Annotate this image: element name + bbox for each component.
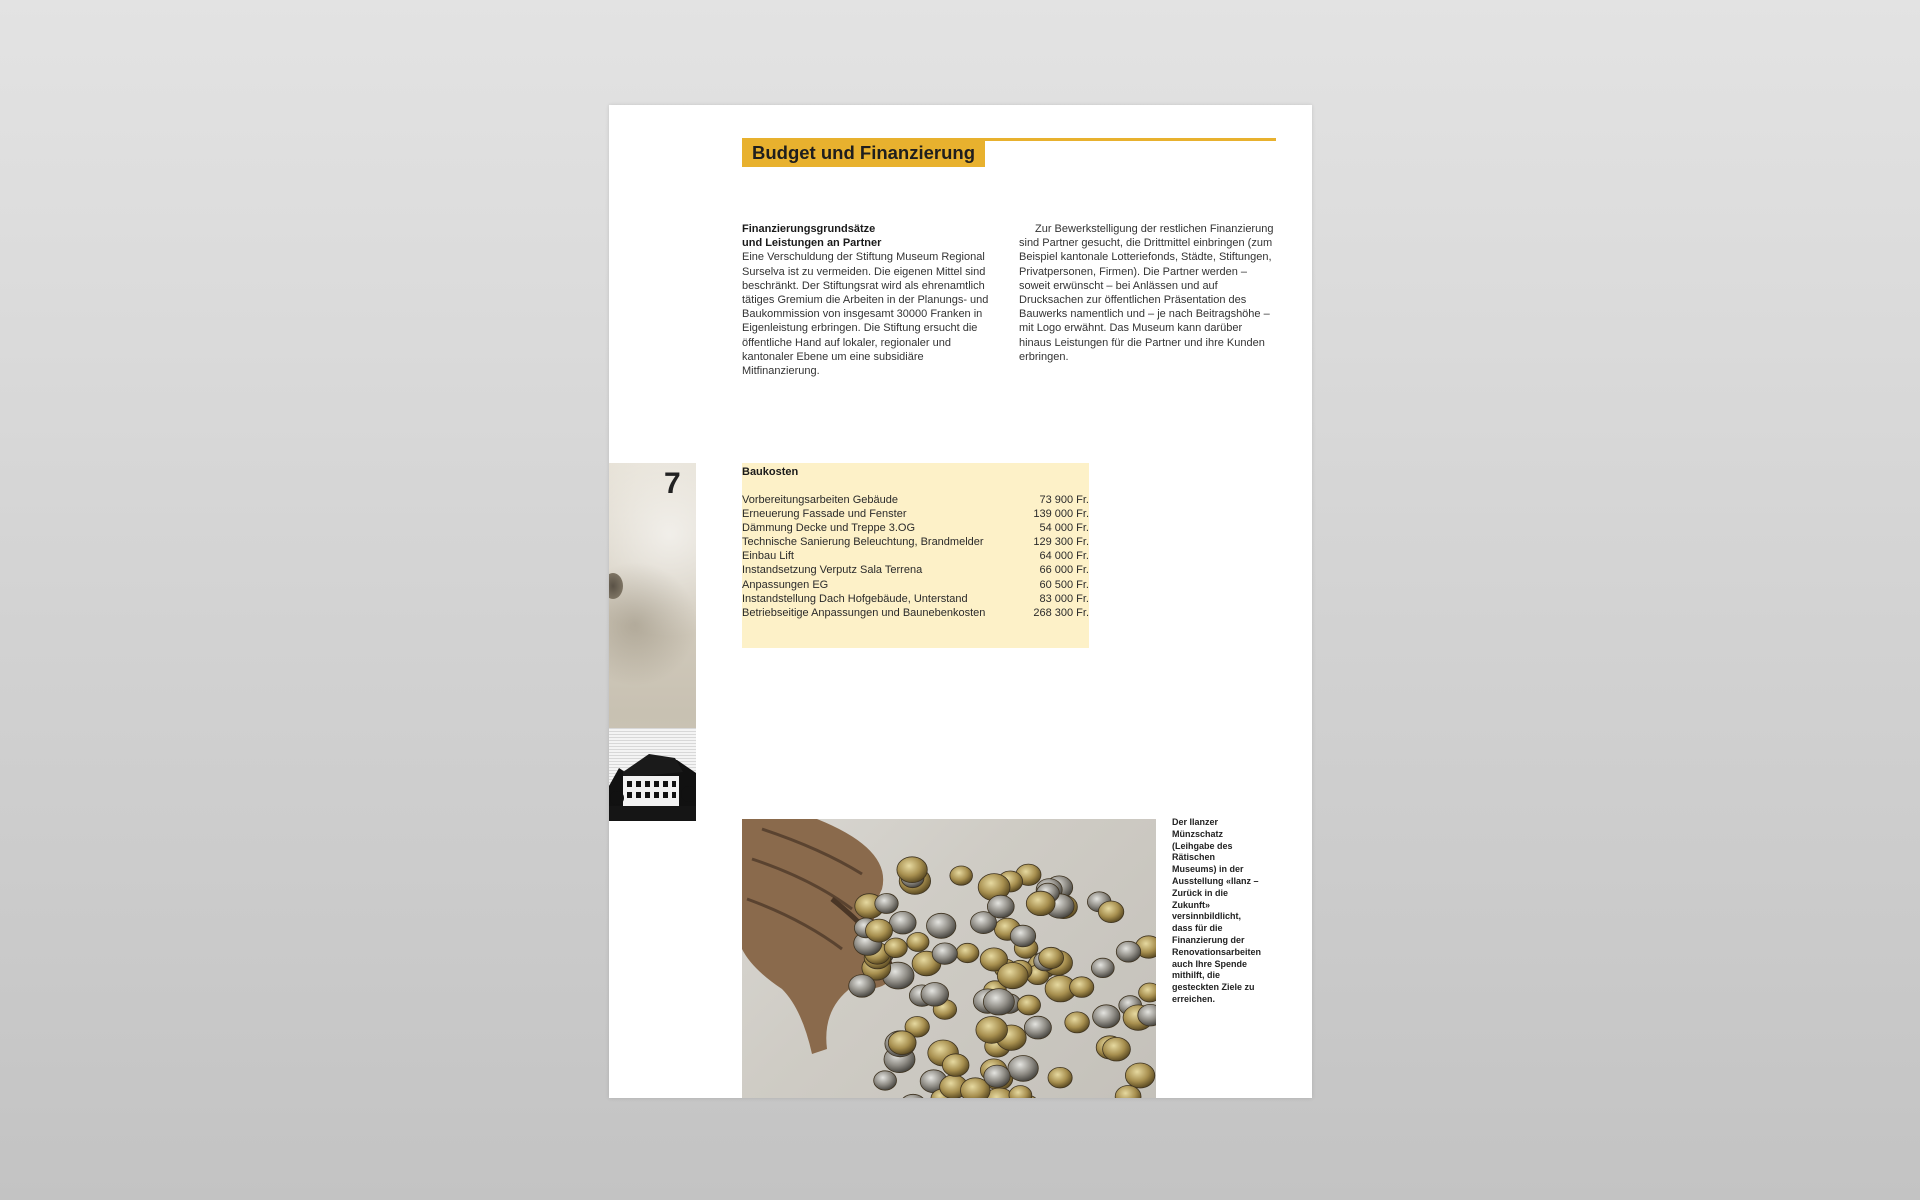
cost-row xyxy=(742,549,1089,563)
coin xyxy=(997,963,1028,989)
financing-heading-line2: und Leistungen an Partner xyxy=(742,237,882,250)
photo-caption: Der Ilanzer Münzschatz (Leihgabe des Rätischen Museums) in der Ausstellung «Ilanz – Zurück in die Zukunft» versinnbildlicht, dass für die Finanzierung der Renovationsarbeiten auch Ihre Spende mithilft, die gesteckten Ziele zu erreichen. xyxy=(1172,817,1262,1004)
coin xyxy=(897,857,927,883)
coin xyxy=(1048,1067,1072,1088)
cost-label: Betriebseitige Anpassungen und Baunebenkosten xyxy=(742,606,986,619)
cost-amount: 129 300 Fr. xyxy=(1033,536,1089,549)
wall-niche xyxy=(609,573,623,599)
cost-row xyxy=(742,507,1089,521)
coin xyxy=(1125,1063,1154,1088)
coin xyxy=(984,1065,1010,1087)
coin xyxy=(888,1031,916,1055)
cost-label: Instandstellung Dach Hofgebäude, Unterstand xyxy=(742,592,968,605)
cost-label: Erneuerung Fassade und Fenster xyxy=(742,508,907,521)
cost-amount: 83 000 Fr. xyxy=(1039,592,1089,605)
coin xyxy=(884,938,907,958)
cost-row xyxy=(742,535,1089,549)
coin xyxy=(1008,1056,1038,1082)
coin xyxy=(1091,958,1114,977)
cost-amount: 66 000 Fr. xyxy=(1039,564,1089,577)
coin xyxy=(907,933,929,952)
coin xyxy=(1039,947,1064,968)
coin xyxy=(987,895,1014,918)
coin xyxy=(950,866,973,885)
coin xyxy=(1010,925,1035,947)
coin xyxy=(942,1054,969,1077)
cost-row xyxy=(742,563,1089,577)
coin xyxy=(1139,983,1156,1002)
page-number: 7 xyxy=(664,467,681,500)
coin xyxy=(1009,1086,1032,1098)
coin xyxy=(1024,1016,1051,1039)
cost-row xyxy=(742,521,1089,535)
cost-row xyxy=(742,606,1089,620)
coin xyxy=(849,975,876,998)
coin xyxy=(1026,891,1055,915)
coin xyxy=(927,913,956,938)
cost-amount: 64 000 Fr. xyxy=(1039,550,1089,563)
page-title: Budget und Finanzierung xyxy=(742,139,985,167)
coin xyxy=(956,943,979,962)
coin xyxy=(1065,1012,1090,1033)
coin xyxy=(976,1017,1008,1044)
cost-label: Einbau Lift xyxy=(742,550,794,563)
cost-label: Anpassungen EG xyxy=(742,578,829,591)
cost-label: Dämmung Decke und Treppe 3.OG xyxy=(742,522,916,535)
cost-amount: 139 000 Fr. xyxy=(1033,508,1089,521)
cost-label: Technische Sanierung Beleuchtung, Brandmelder xyxy=(742,536,984,549)
cost-amount: 73 900 Fr. xyxy=(1039,494,1089,506)
coin xyxy=(1093,1005,1120,1028)
cost-amount: 268 300 Fr. xyxy=(1033,606,1089,619)
document-page xyxy=(609,105,1312,1098)
coin xyxy=(1017,995,1040,1015)
financing-text-1: Eine Verschuldung der Stiftung Museum Regional Surselva ist zu vermeiden. Die eigenen Mittel sind beschränkt. Der Stiftungsrat wird als ehrenamtlich tätiges Gremium die Arbeiten in der Planungs- und Baukommission von insgesamt 30000 Franken in Eigenleistung erbringen. Die Stiftung ersucht die öffentliche Hand auf lokaler, regionaler und kantonaler Ebene um eine subsidiäre Mitfinanzierung. xyxy=(742,251,989,378)
coin xyxy=(890,911,917,934)
coin xyxy=(1103,1037,1131,1061)
coin xyxy=(900,1094,926,1098)
construction-costs-box xyxy=(742,463,1089,648)
cost-row xyxy=(742,578,1089,592)
financing-heading-line1: Finanzierungsgrundsätze xyxy=(742,223,876,235)
wall-photo-strip xyxy=(609,463,696,821)
coin xyxy=(1116,941,1140,962)
coin xyxy=(866,919,893,942)
cost-label: Vorbereitungsarbeiten Gebäude xyxy=(742,494,898,506)
coin xyxy=(1098,901,1123,923)
cost-row xyxy=(742,592,1089,606)
cost-amount: 54 000 Fr. xyxy=(1039,522,1089,535)
cost-amount: 60 500 Fr. xyxy=(1039,578,1089,591)
coin-treasure-photo xyxy=(742,819,1156,1098)
costs-title: Baukosten xyxy=(742,466,799,478)
coin xyxy=(932,943,957,964)
cost-label: Instandsetzung Verputz Sala Terrena xyxy=(742,564,923,577)
coin xyxy=(983,989,1014,1015)
coin xyxy=(921,983,949,1007)
house-illustration xyxy=(609,728,696,821)
financing-text-2: Zur Bewerkstelligung der restlichen Finanzierung sind Partner gesucht, die Drittmittel einbringen (zum Beispiel kantonale Lotteriefonds, Städte, Stiftungen, Privatpersonen, Firmen). Die Partner werden – soweit erwünscht – bei Anlässen und auf Drucksachen zur öffentlichen Präsentation des Bauwerks namentlich und – je nach Beitragshöhe – mit Logo erwähnt. Das Museum kann darüber hinaus Leistungen für die Partner und ihre Kunden erbringen. xyxy=(1019,223,1274,363)
coin xyxy=(875,894,898,914)
cost-row xyxy=(742,493,1089,507)
costs-list xyxy=(742,493,1089,620)
financing-column-1 xyxy=(742,222,994,378)
coin xyxy=(874,1071,897,1090)
coin xyxy=(1070,977,1094,998)
